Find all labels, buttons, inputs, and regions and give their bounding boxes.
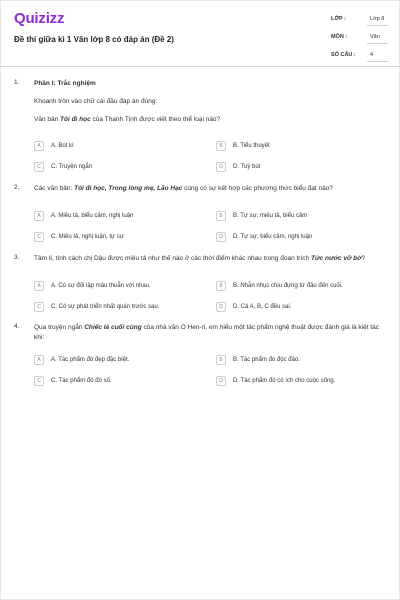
question-prompt <box>34 254 390 264</box>
prompt-text: cùng có sự kết hợp các phương thức biểu đạt nào? <box>182 185 333 192</box>
option-text: C. Miêu tả, nghị luận, tự sự <box>51 234 124 240</box>
prompt-text: Văn bản <box>34 116 61 123</box>
prompt-text: Qua truyện ngắn <box>34 324 85 331</box>
options <box>34 202 390 244</box>
options <box>34 272 390 314</box>
option-letter: C <box>34 302 44 312</box>
option-c[interactable] <box>34 231 124 243</box>
options <box>34 351 390 393</box>
section-title: Phần I: Trắc nghiệm <box>34 80 96 87</box>
option-d[interactable] <box>216 375 335 387</box>
question-2 <box>14 184 390 244</box>
meta-value: Văn <box>367 31 388 44</box>
option-text: A. Có sự đối lập mâu thuẫn với nhau. <box>51 283 151 289</box>
prompt-emphasis: Tôi đi học <box>60 116 91 123</box>
meta-row-subject <box>331 30 388 44</box>
option-letter: B <box>216 141 226 151</box>
option-c[interactable] <box>34 161 92 173</box>
option-letter: B <box>216 281 226 291</box>
option-text: D. Cả A, B, C đều sai. <box>233 304 292 310</box>
options <box>34 133 390 175</box>
meta-label: SỐ CÂU : <box>331 52 356 58</box>
question-prompt <box>34 115 390 125</box>
option-letter: D <box>216 162 226 172</box>
option-text: A. Bút kí <box>51 143 74 149</box>
prompt-emphasis: Chiếc lá cuối cùng <box>84 324 142 331</box>
question-4 <box>14 323 390 393</box>
option-text: D. Tự sự, biểu cảm, nghị luận <box>233 234 313 240</box>
question-number: 4. <box>14 323 20 330</box>
option-text: B. Tác phẩm đó độc đáo. <box>233 357 300 363</box>
prompt-text: Các văn bản: <box>34 185 75 192</box>
option-letter: B <box>216 355 226 365</box>
option-letter: C <box>34 232 44 242</box>
prompt-text: ? <box>361 255 366 262</box>
option-text: A. Tác phẩm đó đẹp đặc biệt. <box>51 357 130 363</box>
option-b[interactable] <box>216 280 343 292</box>
meta-row-count <box>331 48 388 62</box>
meta-value: Lớp 8 <box>367 13 388 26</box>
option-d[interactable] <box>216 301 291 313</box>
option-letter: B <box>216 211 226 221</box>
option-letter: A <box>34 281 44 291</box>
option-text: D. Tuỳ bút <box>233 164 261 170</box>
option-text: C. Tác phẩm đó đó số. <box>51 378 112 384</box>
option-letter: D <box>216 376 226 386</box>
header-divider <box>0 66 400 67</box>
option-text: D. Tác phẩm đó có ích cho cuộc sống. <box>233 378 336 384</box>
question-prompt <box>34 323 390 343</box>
instruction-text: Khoanh tròn vào chữ cái đầu đáp án đúng: <box>34 98 158 105</box>
meta-label: LỚP : <box>331 16 346 22</box>
option-text: B. Tiểu thuyết <box>233 143 270 149</box>
option-text: B. Tự sự, miêu tả, biểu cảm <box>233 213 308 219</box>
option-a[interactable] <box>34 280 151 292</box>
option-b[interactable] <box>216 140 270 152</box>
meta-value: 4 <box>367 49 388 62</box>
prompt-text: của nhà văn O Hen-ri, em hiểu một tác phẩm nghệ thuật được đánh giá là kiệt tác khi: <box>34 324 380 341</box>
option-d[interactable] <box>216 161 260 173</box>
option-text: A. Miêu tả, biểu cảm, nghị luận <box>51 213 134 219</box>
question-number: 1. <box>14 79 20 86</box>
option-d[interactable] <box>216 231 312 243</box>
option-text: C. Truyện ngắn <box>51 164 93 170</box>
question-number: 3. <box>14 254 20 261</box>
prompt-text: Tâm lí, tính cách chị Dậu được miêu tả như thế nào ở các thời điểm khác nhau trong đoạn trích <box>34 255 311 262</box>
question-prompt <box>34 184 390 194</box>
option-text: B. Nhẫn nhục chịu đựng từ đầu đến cuối. <box>233 283 343 289</box>
option-text: C. Có sự phát triển nhất quán trước sau. <box>51 304 160 310</box>
option-letter: C <box>34 376 44 386</box>
option-c[interactable] <box>34 375 112 387</box>
option-a[interactable] <box>34 210 133 222</box>
option-a[interactable] <box>34 354 129 366</box>
option-letter: D <box>216 302 226 312</box>
prompt-text: của Thanh Tịnh được viết theo thể loại nào? <box>90 116 221 123</box>
option-letter: D <box>216 232 226 242</box>
option-letter: C <box>34 162 44 172</box>
option-a[interactable] <box>34 140 74 152</box>
meta-row-class <box>331 12 388 26</box>
option-b[interactable] <box>216 354 300 366</box>
option-letter: A <box>34 141 44 151</box>
meta-label: MÔN : <box>331 34 348 40</box>
prompt-emphasis: Tôi đi học, Trong lòng mẹ, Lão Hạc <box>74 185 183 192</box>
quizizz-logo: Quizizz <box>14 10 65 27</box>
option-b[interactable] <box>216 210 307 222</box>
page-title: Đề thi giữa kì 1 Văn lớp 8 có đáp án (Đề 2) <box>14 35 174 44</box>
option-c[interactable] <box>34 301 159 313</box>
meta-box <box>331 12 388 62</box>
question-1 <box>14 79 390 175</box>
prompt-emphasis: Tức nước vỡ bờ <box>310 255 362 262</box>
question-number: 2. <box>14 184 20 191</box>
option-letter: A <box>34 211 44 221</box>
question-3 <box>14 254 390 314</box>
option-letter: A <box>34 355 44 365</box>
